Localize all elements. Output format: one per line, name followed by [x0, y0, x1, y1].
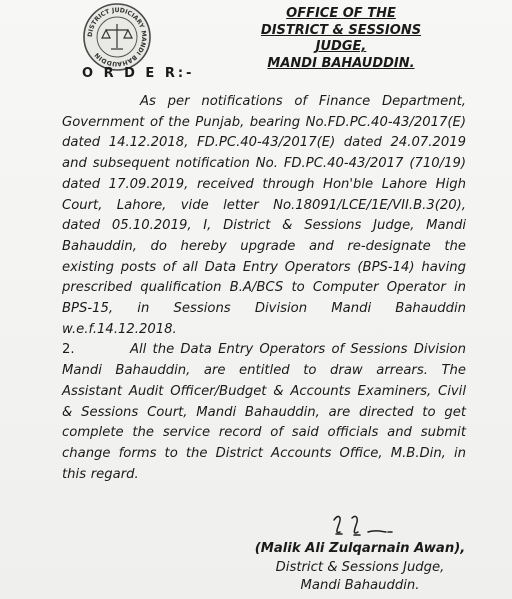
paragraph-2-text: All the Data Entry Operators of Sessions Division Mandi Bahauddin, are entitled to draw arrears. The Assistant Audit Officer/Budget & Accounts Examiners, Civil & Sessions Court, Mandi Bahauddin, are directed to get complete the service record of said officials and submit change forms to the District Accounts Office, M.B.Din, in this regard. — [62, 342, 466, 482]
signatory-name: (Malik Ali Zulqarnain Awan), — [254, 541, 466, 556]
paragraph-1: As per notifications of Finance Department, Government of the Punjab, bearing No.FD.PC.40-43/2017(E) dated 14.12.2018, FD.PC.40-43/2017(E) dated 24.07.2019 and subsequent notification No. FD.PC.40-43/2017 (710/19) dated 17.09.2019, received through Hon'ble Lahore High Court, Lahore, vide letter No.18091/LCE/1E/VII.B.3(20), dated 05.10.2019, I, District & Sessions Judge, Mandi Bahauddin, do hereby upgrade and re-designate the existing posts of all Data Entry Operators (BPS-14) having prescribed qualification B.A/BCS to Computer Operator in BPS-15, in Sessions Division Mandi Bahauddin w.e.f.14.12.2018. — [62, 94, 466, 337]
office-line-2: DISTRICT & SESSIONS JUDGE, — [260, 22, 422, 54]
paragraph-2-number: 2. — [62, 342, 75, 358]
signatory-place: Mandi Bahauddin. — [300, 578, 420, 593]
office-line-1: OFFICE OF THE — [286, 6, 396, 21]
paragraph-2 — [62, 340, 466, 485]
court-seal-icon — [82, 2, 152, 72]
signatory-designation: District & Sessions Judge, — [275, 559, 445, 575]
signature-mark — [328, 512, 408, 542]
order-body — [62, 92, 466, 485]
office-line-3: MANDI BAHAUDDIN. — [267, 55, 415, 71]
svg-text:DISTRICT JUDICIARY MANDI BAHAU: DISTRICT JUDICIARY MANDI BAHAUDDIN — [86, 6, 148, 68]
order-heading: O R D E R:- — [82, 66, 195, 81]
office-header — [236, 6, 446, 72]
signatory-block — [250, 540, 470, 596]
